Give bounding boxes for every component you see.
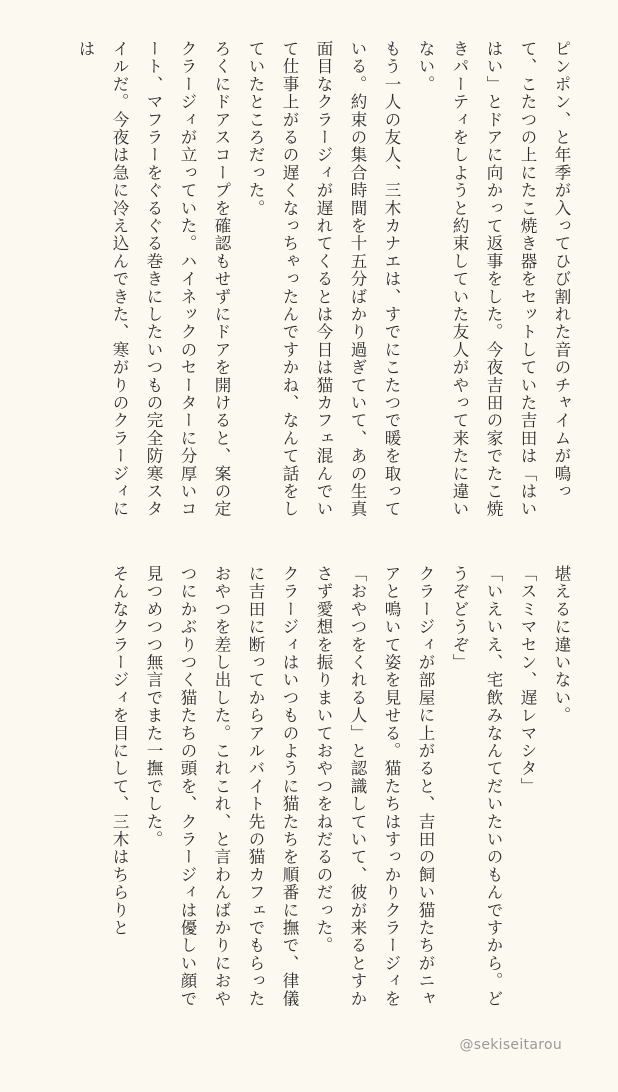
paragraph: クラージィが部屋に上がると、吉田の飼い猫たちがニャアと鳴いて姿を見せる。猫たちはすっかりクラージィを「おやつをくれる人」と認識していて、彼が来るとすかさず愛想を振りまいておやつをねだるのだった。 — [314, 565, 435, 1008]
author-signature: @sekiseitarou — [459, 1037, 562, 1053]
paragraph: クラージィはいつものように猫たちを順番に撫で、律儀に吉田に断ってからアルバイト先の猫カフェでもらったおやつを差し出した。これこれ、と言わんばかりにおやつにかぶりつく猫たちの頭を、クラージィは優しい顔で見つめつつ無言でまた一撫でした。 — [144, 565, 299, 1008]
text-block-top — [38, 40, 578, 520]
paragraph: 堪えるに違いない。 — [552, 565, 571, 725]
paragraph: もう一人の友人、三木カナエは、すでにこたつで暖を取っている。約束の集合時間を十五分ばかり過ぎていて、あの生真面目なクラージィが遅れてくるとは今日は猫カフェ混んでいて仕事上がるの遅くなっちゃったんですかね、なんて話をしていたところだった。 — [246, 40, 401, 518]
paragraph: 「いえいえ、宅飲みなんてだいたいのもんですから。どうぞどうぞ」 — [450, 565, 503, 1008]
paragraph: そんなクラージィを目にして、三木はちらりと — [110, 565, 129, 937]
text-block-bottom — [38, 565, 578, 1015]
paragraph: ろくにドアスコープを確認もせずにドアを開けると、案の定クラージィが立っていた。ハイネックのセーターに分厚いコート、マフラーをぐるぐる巻きにしたいつもの完全防寒スタイルだ。今夜は急に冷え込んできた、寒がりのクラージィには — [76, 40, 231, 518]
paragraph: 「スミマセン、遅レマシタ」 — [518, 565, 537, 796]
paragraph: ピンポン、と年季が入ってひび割れた音のチャイムが鳴って、こたつの上にたこ焼き器をセットしていた吉田は「はいはい」とドアに向かって返事をした。今夜吉田の家でたこ焼きパーティをしようと約束していた友人がやって来たに違いない。 — [416, 40, 571, 518]
